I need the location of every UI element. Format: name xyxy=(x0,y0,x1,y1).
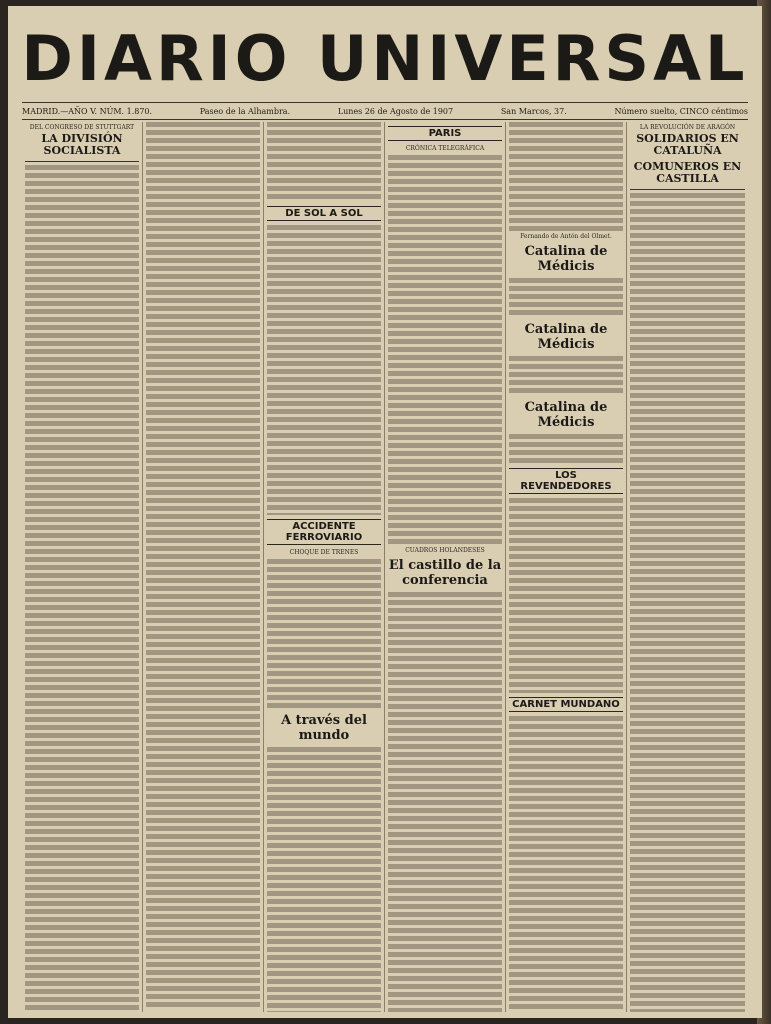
article-text xyxy=(267,122,381,202)
article-text xyxy=(509,122,623,232)
castle-headline: El castillo de la conferencia xyxy=(388,558,502,588)
article-text xyxy=(509,434,623,464)
accident-subhead: CHOQUE DE TRENES xyxy=(289,549,359,556)
columns xyxy=(22,122,748,1012)
edition-street: San Marcos, 37. xyxy=(500,106,567,116)
article-text xyxy=(388,592,502,1012)
edition-date: Lunes 26 de Agosto de 1907 xyxy=(337,106,454,116)
divider xyxy=(25,161,139,162)
column-headline-2: COMUNEROS EN CASTILLA xyxy=(633,160,742,185)
masthead xyxy=(8,22,762,96)
column-3 xyxy=(264,122,385,1012)
column-headline: LA DIVISIÓN SOCIALISTA xyxy=(41,132,123,157)
accident-headline: ACCIDENTE FERROVIARIO xyxy=(267,519,381,545)
article-text xyxy=(267,747,381,1012)
article-text xyxy=(267,225,381,515)
carnet-headline: CARNET MUNDANO xyxy=(509,697,623,712)
column-kicker: LA REVOLUCIÓN DE ARAGÓN xyxy=(639,124,736,131)
column-1 xyxy=(22,122,143,1012)
article-text xyxy=(630,193,745,1012)
edition-price: Número suelto, CINCO céntimos xyxy=(614,106,748,116)
article-text xyxy=(146,122,260,1007)
newspaper-page xyxy=(8,6,762,1018)
article-text xyxy=(267,559,381,709)
edition-address: Paseo de la Alhambra. xyxy=(199,106,291,116)
article-author: Fernando de Antón del Olmet. xyxy=(520,233,612,240)
newspaper-title: DIARIO UNIVERSAL xyxy=(21,22,749,95)
article-text xyxy=(509,278,623,318)
column-kicker: DEL CONGRESO DE STUTTGART xyxy=(29,124,135,131)
world-headline: A través del mundo xyxy=(281,713,367,743)
section-headline: DE SOL A SOL xyxy=(267,206,381,221)
paris-subhead: CRÓNICA TELEGRÁFICA xyxy=(405,145,485,152)
revendedores-headline: LOS REVENDEDORES xyxy=(509,468,623,494)
paris-headline: PARIS xyxy=(388,126,502,141)
article-text xyxy=(509,356,623,396)
ad-headline: Catalina de Médicis xyxy=(524,400,608,430)
column-4 xyxy=(385,122,506,1012)
edition-number: MADRID.—AÑO V. NÚM. 1.870. xyxy=(22,106,153,116)
article-text xyxy=(509,498,623,693)
edition-bar xyxy=(22,102,748,120)
article-text xyxy=(25,165,139,1012)
ad-headline: Catalina de Médicis xyxy=(524,322,608,352)
column-2 xyxy=(143,122,264,1012)
article-text xyxy=(509,716,623,1012)
ad-headline: Catalina de Médicis xyxy=(524,244,608,274)
divider xyxy=(630,189,745,190)
column-headline: SOLIDARIOS EN CATALUÑA xyxy=(636,132,739,157)
column-6 xyxy=(627,122,748,1012)
column-5 xyxy=(506,122,627,1012)
castle-kicker: CUADROS HOLANDESES xyxy=(405,547,485,554)
article-text xyxy=(388,155,502,545)
